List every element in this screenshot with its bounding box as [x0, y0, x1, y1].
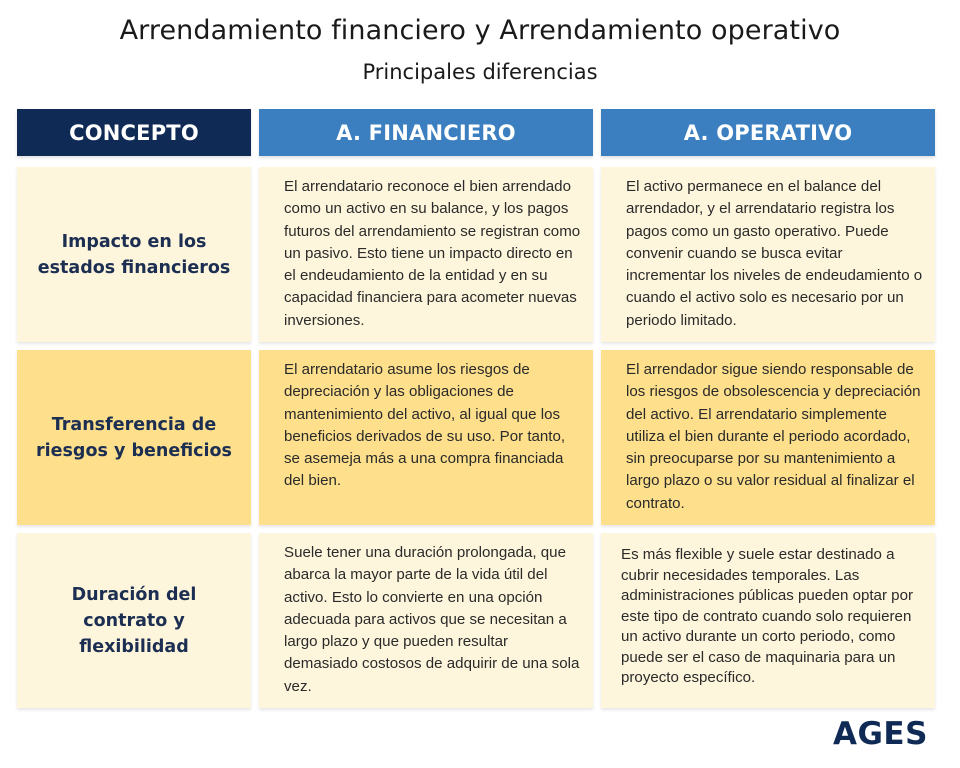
ages-logo: AGES [833, 716, 928, 752]
page-title: Arrendamiento financiero y Arrendamiento operativo [119, 15, 841, 46]
row-financiero-transferencia: El arrendatario asume los riesgos de depreciación y las obligaciones de mantenimiento del activo, al igual que los beneficios derivados de su uso. Por tanto, se asemeja más a una compra financiada del bien. [259, 350, 593, 525]
row-concept-impacto: Impacto en los estados financieros [17, 167, 251, 342]
row-operativo-impacto: El activo permanece en el balance del arrendador, y el arrendatario registra los pagos como un gasto operativo. Puede convenir cuando se busca evitar incrementar los niveles de endeudamiento o cuando el activo solo es necesario por un periodo limitado. [601, 167, 935, 342]
page-subtitle: Principales diferencias [362, 60, 598, 84]
row-financiero-impacto: El arrendatario reconoce el bien arrendado como un activo en su balance, y los pagos futuros del arrendamiento se registran como un pasivo. Esto tiene un impacto directo en el endeudamiento de la entidad y en su capacidad financiera para acometer nuevas inversiones. [259, 167, 593, 342]
column-header-financiero: A. FINANCIERO [259, 109, 593, 156]
row-operativo-transferencia: El arrendador sigue siendo responsable de los riesgos de obsolescencia y depreciación del activo. El arrendatario simplemente utiliza el bien durante el periodo acordado, sin preocuparse por su mantenimiento a largo plazo o su valor residual al finalizar el contrato. [601, 350, 935, 525]
column-header-concepto: CONCEPTO [17, 109, 251, 156]
row-operativo-duracion: Es más flexible y suele estar destinado a cubrir necesidades temporales. Las administraciones públicas pueden optar por este tipo de contrato cuando solo requieren un activo durante un corto periodo, como puede ser el caso de maquinaria para un proyecto específico. [601, 533, 935, 708]
row-concept-transferencia: Transferencia de riesgos y beneficios [17, 350, 251, 525]
row-concept-duracion: Duración del contrato y flexibilidad [17, 533, 251, 708]
row-financiero-duracion: Suele tener una duración prolongada, que abarca la mayor parte de la vida útil del activo. Esto lo convierte en una opción adecuada para activos que se necesitan a largo plazo y que pueden resultar demasiado costosos de adquirir de una sola vez. [259, 533, 593, 708]
column-header-operativo: A. OPERATIVO [601, 109, 935, 156]
